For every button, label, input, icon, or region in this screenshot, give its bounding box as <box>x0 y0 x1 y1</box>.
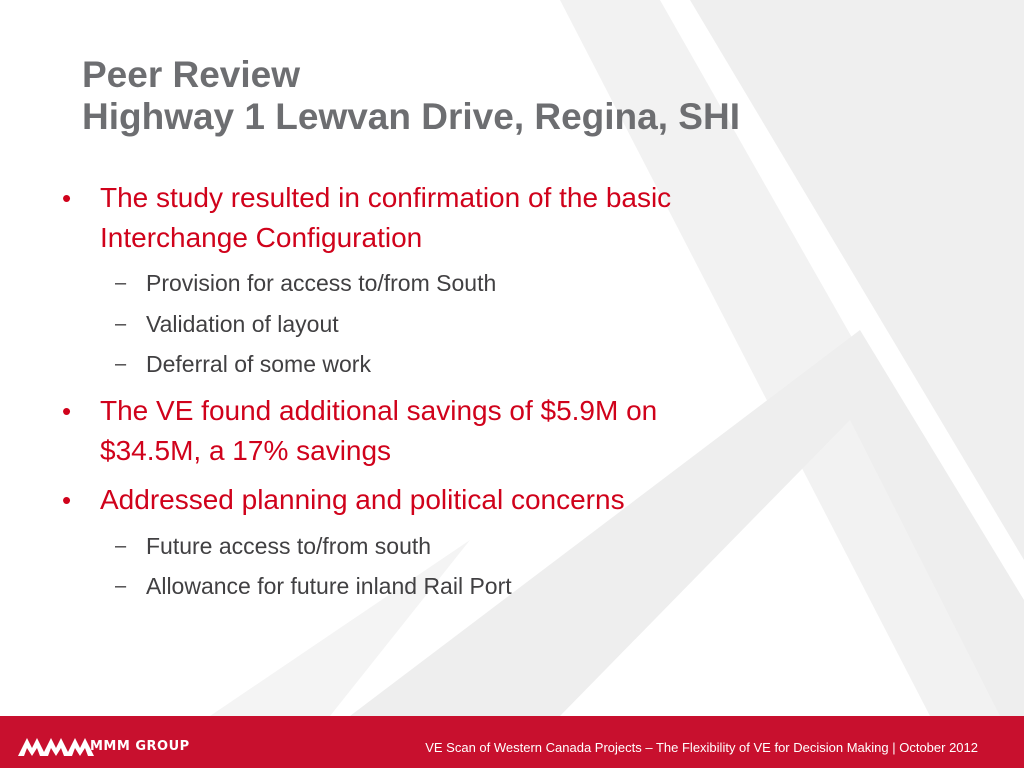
dash-marker: – <box>115 313 127 335</box>
sub-item <box>115 349 846 379</box>
bullet-text-line: Addressed planning and political concerns <box>100 484 625 515</box>
bullet-text-line: $34.5M, a 17% savings <box>100 435 392 466</box>
bullet-marker: • <box>62 485 72 515</box>
sub-item-text: Future access to/from south <box>146 533 432 559</box>
title-line-1: Peer Review <box>82 54 301 95</box>
sub-item <box>115 531 846 561</box>
footer-bar <box>0 716 1024 768</box>
sub-item-text: Provision for access to/from South <box>146 270 497 296</box>
sub-item-text: Allowance for future inland Rail Port <box>146 573 512 599</box>
dash-marker: – <box>115 535 127 557</box>
sub-item-text: Deferral of some work <box>146 351 371 377</box>
bullet-marker: • <box>62 183 72 213</box>
sub-item-text: Validation of layout <box>146 311 339 337</box>
title-line-2: Highway 1 Lewvan Drive, Regina, SHI <box>82 96 740 137</box>
logo-text: MMM GROUP <box>90 739 190 754</box>
footer-text: VE Scan of Western Canada Projects – The Flexibility of VE for Decision Making | October 2012 <box>425 740 978 755</box>
sub-item <box>115 571 846 601</box>
bullet-text-line: Interchange Configuration <box>100 222 423 253</box>
dash-marker: – <box>115 575 127 597</box>
bullet-item <box>62 178 840 258</box>
bullet-item <box>62 480 840 520</box>
bullet-marker: • <box>62 396 72 426</box>
sub-item <box>115 309 846 339</box>
sub-item <box>115 268 846 298</box>
dash-marker: – <box>115 353 127 375</box>
bullet-text-line: The study resulted in confirmation of the basic <box>100 182 672 213</box>
dash-marker: – <box>115 272 127 294</box>
bullet-item <box>62 391 840 471</box>
bullet-text-line: The VE found additional savings of $5.9M on <box>100 395 658 426</box>
